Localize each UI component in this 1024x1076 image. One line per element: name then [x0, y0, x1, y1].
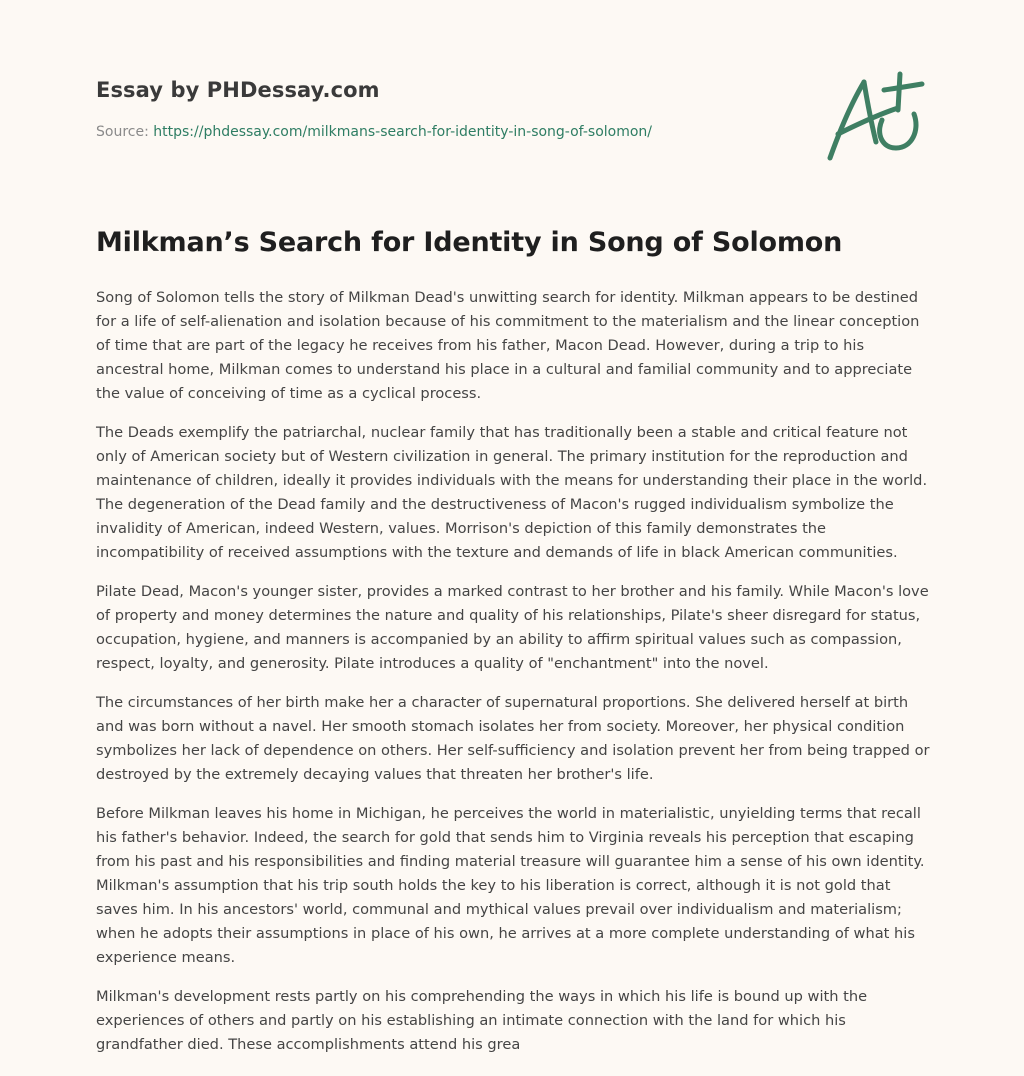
essay-paragraph: Before Milkman leaves his home in Michigan, he perceives the world in materialistic, unyielding terms that recall his father's behavior. Indeed, the search for gold that sends him to Virginia reveals his perception that escaping from his past and his responsibilities and finding material treasure will guarantee him a sense of his own identity. Milkman's assumption that his trip south holds the key to his liberation is correct, although it is not gold that saves him. In his ancestors' world, communal and mythical values prevail over individualism and materialism; when he adopts their assumptions in place of his own, he arrives at a more complete understanding of what his experience means.: [96, 805, 925, 966]
essay-body: [96, 286, 932, 1072]
essay-paragraph: Milkman's development rests partly on his comprehending the ways in which his life is bound up with the experiences of others and partly on his establishing an intimate connection with the land for which his grandfather died. These accomplishments attend his grea: [96, 988, 868, 1053]
source-link[interactable]: https://phdessay.com/milkmans-search-for-identity-in-song-of-solomon/: [153, 124, 653, 140]
source-line: [96, 124, 796, 140]
source-label: Source:: [96, 124, 149, 140]
a-plus-logo-icon: [822, 68, 926, 164]
essay-paragraph: The Deads exemplify the patriarchal, nuclear family that has traditionally been a stable and critical feature not only of American society but of Western civilization in general. The primary institution for the reproduction and maintenance of children, ideally it provides individuals with the means for understanding their place in the world. The degeneration of the Dead family and the destructiveness of Macon's rugged individualism symbolize the invalidity of American, indeed Western, values. Morrison's depiction of this family demonstrates the incompatibility of received assumptions with the texture and demands of life in black American communities.: [96, 424, 928, 561]
essay-paragraph: The circumstances of her birth make her a character of supernatural proportions. She delivered herself at birth and was born without a navel. Her smooth stomach isolates her from society. Moreover, her physical condition symbolizes her lack of dependence on others. Her self-sufficiency and isolation prevent her from being trapped or destroyed by the extremely decaying values that threaten her brother's life.: [96, 694, 930, 783]
essay-paragraph: Pilate Dead, Macon's younger sister, provides a marked contrast to her brother and his family. While Macon's love of property and money determines the nature and quality of his relationships, Pilate's sheer disregard for status, occupation, hygiene, and manners is accompanied by an ability to affirm spiritual values such as compassion, respect, loyalty, and generosity. Pilate introduces a quality of "enchantment" into the novel.: [96, 583, 929, 672]
essay-paragraph: Song of Solomon tells the story of Milkman Dead's unwitting search for identity. Milkman appears to be destined for a life of self-alienation and isolation because of his commitment to the materialism and the linear conception of time that are part of the legacy he receives from his father, Macon Dead. However, during a trip to his ancestral home, Milkman comes to understand his place in a cultural and familial community and to appreciate the value of conceiving of time as a cyclical process.: [96, 289, 920, 402]
essay-header: [96, 78, 796, 140]
site-brand: Essay by PHDessay.com: [96, 78, 380, 102]
essay-title: Milkman’s Search for Identity in Song of Solomon: [96, 227, 843, 258]
